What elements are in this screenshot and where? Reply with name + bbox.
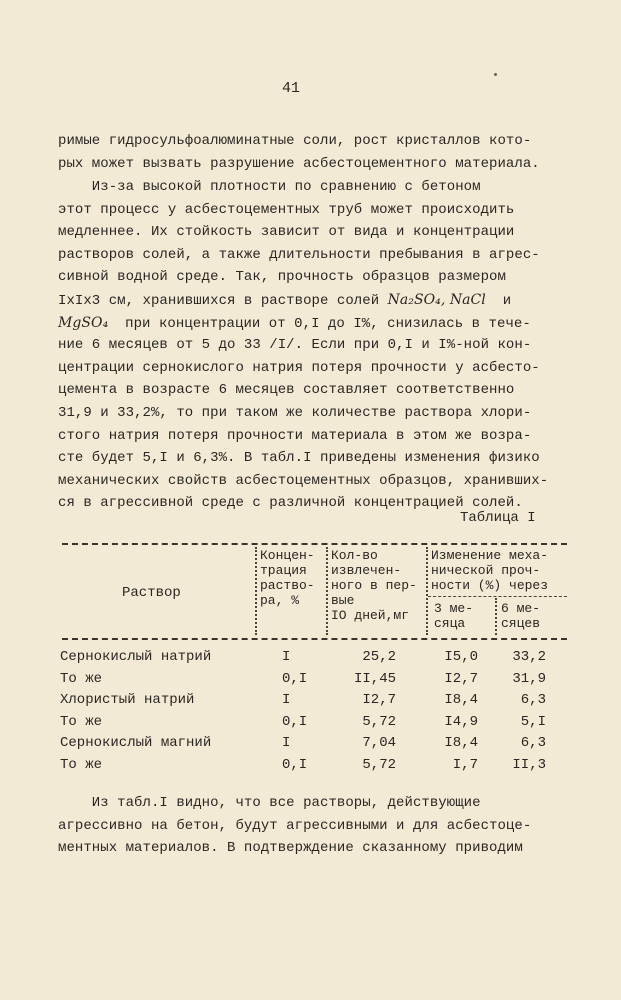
text-line: центрации сернокислого натрия потеря прочности у асбесто- bbox=[58, 359, 540, 376]
cell-extracted: I2,7 bbox=[362, 692, 396, 708]
text-line: ментных материалов. В подтверждение сказанному приводим bbox=[58, 840, 523, 857]
paragraph-1 bbox=[58, 130, 568, 175]
text-line: сте будет 5,I и 6,3%. В табл.I приведены изменения физико bbox=[58, 450, 540, 467]
table-row bbox=[0, 671, 621, 693]
cell-3-months: I8,4 bbox=[444, 692, 478, 708]
text-fragment: при концентрации от 0,I до I%, снизилась в тече- bbox=[108, 315, 531, 332]
cell-extracted: II,45 bbox=[353, 671, 396, 687]
text-line: ние 6 месяцев от 5 до 33 /I/. Если при 0,I и I%-ной кон- bbox=[58, 337, 532, 354]
cell-3-months: I2,7 bbox=[444, 671, 478, 687]
page-number: 41 bbox=[282, 80, 301, 97]
cell-concentration: 0,I bbox=[282, 714, 308, 730]
cell-3-months: I,7 bbox=[452, 757, 478, 773]
text-line: 31,9 и 33,2%, то при таком же количестве раствора хлори- bbox=[58, 404, 532, 421]
cell-extracted: 5,72 bbox=[362, 714, 396, 730]
cell-concentration: 0,I bbox=[282, 757, 308, 773]
cell-concentration: I bbox=[282, 649, 291, 665]
cell-extracted: 25,2 bbox=[362, 649, 396, 665]
text-line: рых может вызвать разрушение асбестоцементного материала. bbox=[58, 155, 540, 172]
cell-solution: Сернокислый натрий bbox=[60, 649, 212, 665]
salt-formula-mgso4: MgSO₄ bbox=[58, 314, 109, 331]
text-line: этот процесс у асбестоцементных труб может происходить bbox=[58, 201, 515, 218]
cell-concentration: I bbox=[282, 692, 291, 708]
table-top-rule bbox=[62, 543, 567, 545]
column-separator bbox=[426, 547, 428, 635]
cell-solution: То же bbox=[60, 671, 103, 687]
cell-3-months: I8,4 bbox=[444, 735, 478, 751]
header-extracted: Кол-во извлечен- ного в пер- вые IO дней,мг bbox=[331, 548, 417, 623]
cell-solution: Сернокислый магний bbox=[60, 735, 212, 751]
salt-formula-nacl: , NaCl bbox=[440, 291, 486, 308]
cell-6-months: 5,I bbox=[520, 714, 546, 730]
cell-solution: То же bbox=[60, 714, 103, 730]
cell-solution: Хлористый натрий bbox=[60, 692, 195, 708]
text-line: медленнее. Их стойкость зависит от вида и концентрации bbox=[58, 224, 515, 241]
text-line: ся в агрессивной среде с различной концентрацией солей. bbox=[58, 495, 523, 512]
text-line: цемента в возрасте 6 месяцев составляет соответственно bbox=[58, 382, 515, 399]
cell-concentration: I bbox=[282, 735, 291, 751]
column-separator bbox=[495, 598, 497, 635]
cell-3-months: I4,9 bbox=[444, 714, 478, 730]
header-3-months: 3 ме- сяца bbox=[434, 601, 474, 631]
header-6-months: 6 ме- сяцев bbox=[501, 601, 541, 631]
cell-6-months: 31,9 bbox=[512, 671, 546, 687]
cell-6-months: 6,3 bbox=[520, 735, 546, 751]
table-row bbox=[0, 649, 621, 671]
cell-6-months: II,3 bbox=[512, 757, 546, 773]
cell-extracted: 7,04 bbox=[362, 735, 396, 751]
cell-6-months: 33,2 bbox=[512, 649, 546, 665]
page-mark-dot bbox=[494, 73, 497, 76]
header-concentration: Концен- трация раство- ра, % bbox=[260, 548, 315, 608]
text-line: римые гидросульфоалюминатные соли, рост кристаллов кото- bbox=[58, 133, 532, 149]
header-solution: Раствор bbox=[122, 585, 181, 601]
text-line: Из-за высокой плотности по сравнению с бетоном bbox=[58, 179, 481, 195]
text-line: сивной водной среде. Так, прочность образцов размером bbox=[58, 269, 506, 286]
text-line: Из табл.I видно, что все растворы, действующие bbox=[58, 795, 481, 811]
text-line bbox=[58, 289, 568, 312]
paragraph-3 bbox=[58, 792, 568, 860]
text-line bbox=[58, 312, 568, 335]
cell-6-months: 6,3 bbox=[520, 692, 546, 708]
header-strength-change: Изменение меха- нической проч- ности (%) через bbox=[431, 548, 549, 593]
salt-formula-na2so4: Na₂SO₄ bbox=[387, 291, 441, 308]
table-row bbox=[0, 714, 621, 736]
cell-solution: То же bbox=[60, 757, 103, 773]
text-line: механических свойств асбестоцементных образцов, хранивших- bbox=[58, 472, 549, 489]
column-separator bbox=[255, 547, 257, 635]
table-header-rule bbox=[62, 638, 567, 640]
paragraph-2 bbox=[58, 176, 568, 515]
text-fragment: и bbox=[485, 292, 512, 309]
subheader-rule bbox=[428, 596, 567, 597]
text-fragment: IxIx3 см, хранившихся в растворе солей bbox=[58, 292, 388, 309]
table-row bbox=[0, 735, 621, 757]
table-caption: Таблица I bbox=[460, 510, 536, 526]
cell-extracted: 5,72 bbox=[362, 757, 396, 773]
table-row bbox=[0, 757, 621, 779]
cell-concentration: 0,I bbox=[282, 671, 308, 687]
column-separator bbox=[326, 547, 328, 635]
table-row bbox=[0, 692, 621, 714]
text-line: агрессивно на бетон, будут агрессивными и для асбестоце- bbox=[58, 817, 532, 834]
text-line: стого натрия потеря прочности материала в этом же возра- bbox=[58, 427, 532, 444]
cell-3-months: I5,0 bbox=[444, 649, 478, 665]
text-line: растворов солей, а также длительности пребывания в агрес- bbox=[58, 246, 540, 263]
